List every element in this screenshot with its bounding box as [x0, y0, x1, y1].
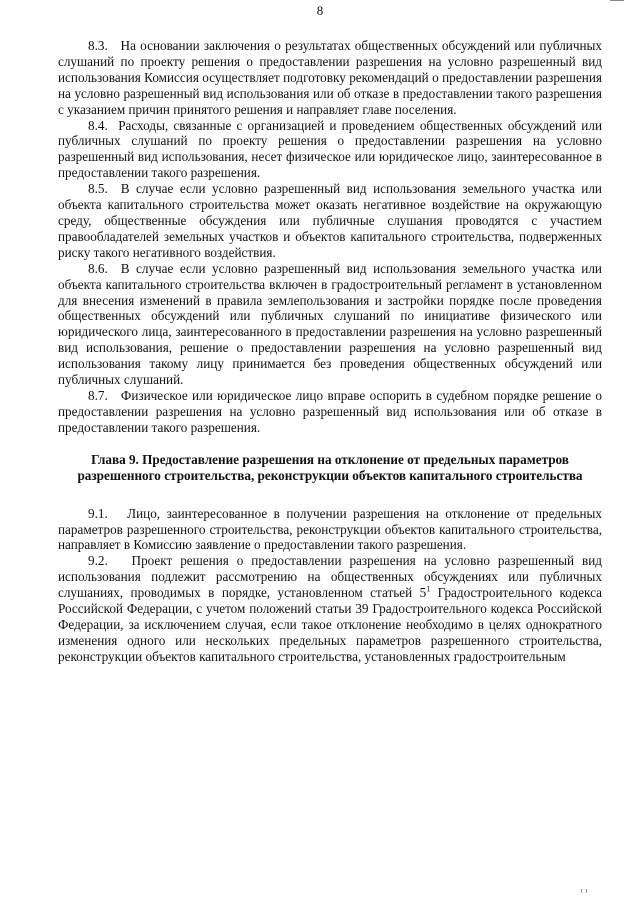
paragraph-8-6: 8.6. В случае если условно разрешенный вид использования земельного участка или объекта капитального строительства включен в градостроительный регламент в установленном для внесения изменений в правила землепользования и застройки порядке после проведения общественных обсуждений или публичных слушаний по инициативе физического или юридического лица, заинтересованного в предоставлении разрешения на условно разрешенный вид использования, решение о предоставлении разрешения на условно разрешенный вид использования такому лицу принимается без проведения общественных обсуждений или публичных слушаний. [58, 260, 602, 388]
article-superscript: 1 [426, 584, 431, 594]
paragraph-8-5: 8.5. В случае если условно разрешенный вид использования земельного участка или объекта капитального строительства может оказать негативное воздействие на окружающую среду, общественные обсуждения или публичные слушания проводятся с участием правообладателей земельных участков и объектов капитального строительства, подверженных риску такого негативного воздействия. [58, 181, 602, 260]
page-number: 8 [316, 3, 324, 18]
paragraph-9-2-start: 9.2. Проект решения о предоставлении разрешения на условно разрешенный вид использования подлежит рассмотрению на общественных обсуждениях или публичных слушаниях, проводимых в порядке, установленном статьей 5 [58, 553, 602, 601]
paragraph-8-7: 8.7. Физическое или юридическое лицо вправе оспорить в судебном порядке решение о предоставлении разрешения на условно разрешенный вид использования или об отказе в предоставлении такого разрешения. [58, 387, 602, 435]
paragraph-9-2-end: Градостроительного кодекса Российской Федерации, с учетом положений статьи 39 Градостроительного кодекса Российской Федерации, за исключением случая, если такое отклонение необходимо в целях однократного изменения одного или нескольких предельных параметров разрешенного строительства, реконструкции объектов капитального строительства, установленных градостроительным [58, 585, 602, 664]
paragraph-9-2 [58, 553, 602, 664]
paragraph-8-4: 8.4. Расходы, связанные с организацией и проведением общественных обсуждений или публичных слушаний по проекту решения о предоставлении разрешения на условно разрешенный вид использования, несет физическое или юридическое лицо, заинтересованное в предоставлении такого разрешения. [58, 117, 602, 181]
footer-mark: ¹ ¹ [580, 887, 588, 897]
paragraph-8-3: 8.3. На основании заключения о результатах общественных обсуждений или публичных слушаний по проекту решения о предоставлении разрешения на условно разрешенный вид использования Комиссия осуществляет подготовку рекомендаций о предоставлении разрешения на условно разрешенный вид использования или об отказе в предоставлении такого разрешения с указанием причин принятого решения и направляет главе поселения. [58, 38, 602, 117]
chapter-9-heading: Глава 9. Предоставление разрешения на отклонение от предельных параметров разрешенного строительства, реконструкции объектов капитального строительства [77, 451, 583, 483]
document-body [58, 38, 602, 665]
paragraph-9-1: 9.1. Лицо, заинтересованное в получении разрешения на отклонение от предельных параметров разрешенного строительства, реконструкции объектов капитального строительства, направляет в Комиссию заявление о предоставлении такого разрешения. [58, 505, 602, 553]
